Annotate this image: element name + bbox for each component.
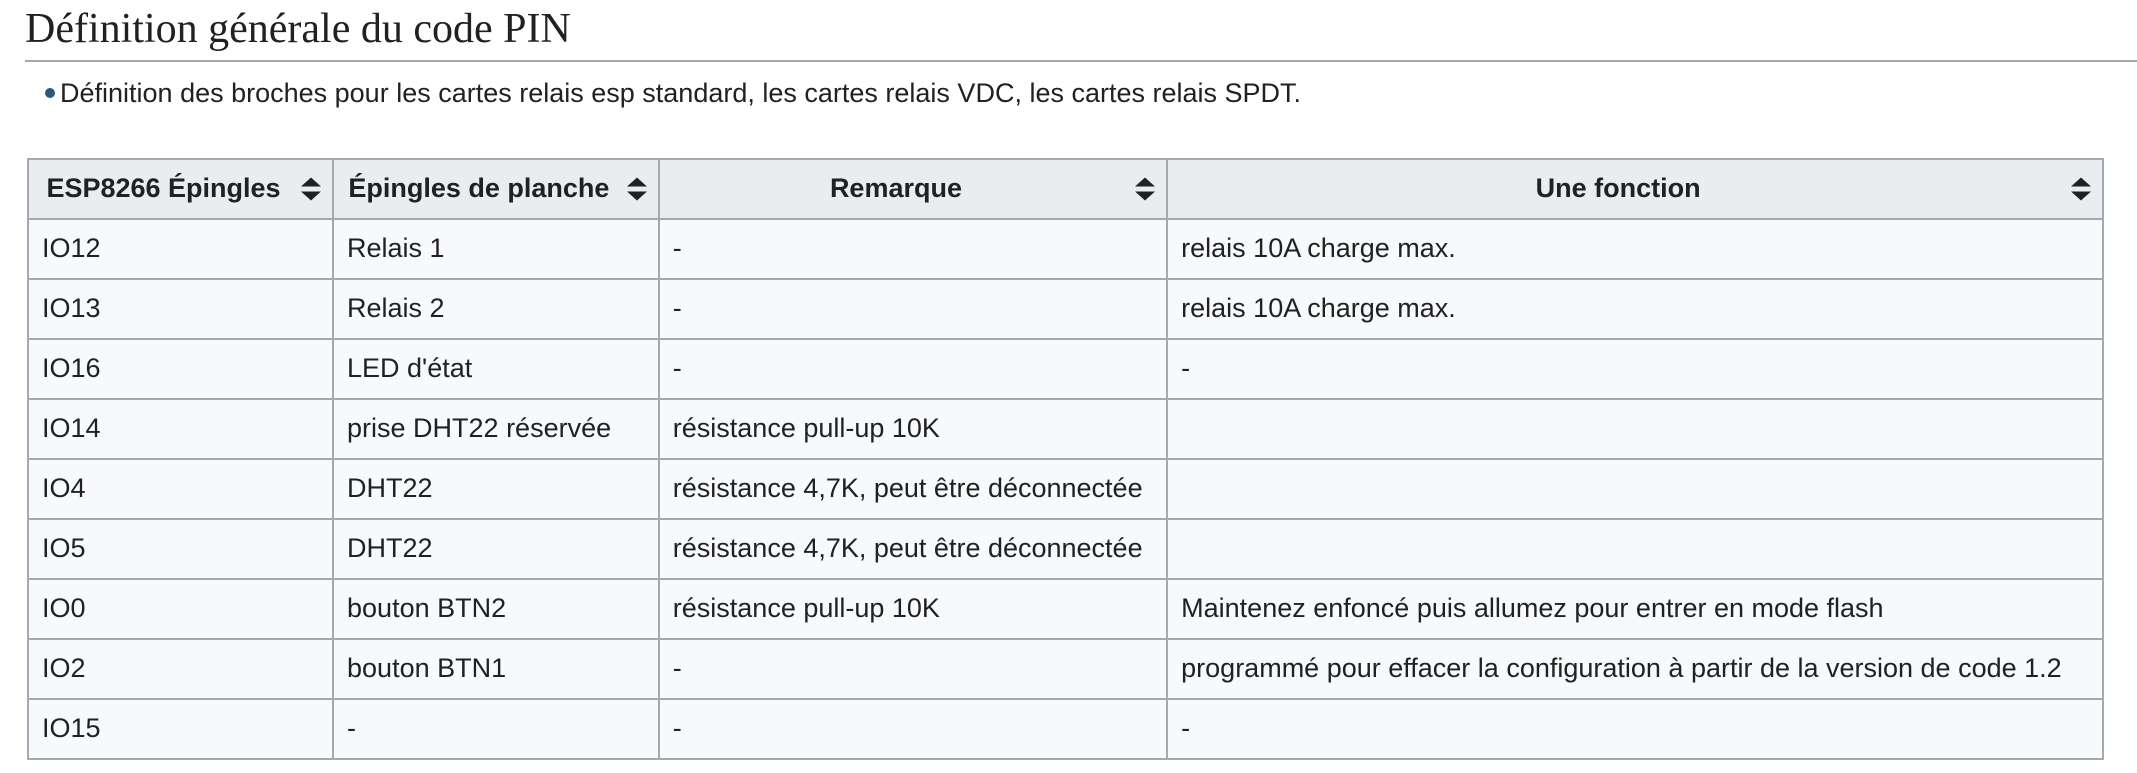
table-cell: - <box>659 699 1167 759</box>
table-cell: - <box>659 339 1167 399</box>
sort-up-icon <box>301 177 321 186</box>
page-title: Définition générale du code PIN <box>25 6 2137 62</box>
sort-up-icon <box>2071 177 2091 186</box>
table-cell: IO16 <box>28 339 333 399</box>
intro-bullet-item <box>25 75 2137 111</box>
table-cell <box>1167 519 2103 579</box>
column-header-label: Une fonction <box>1535 173 1701 204</box>
sort-down-icon <box>1135 191 1155 200</box>
table-cell: IO5 <box>28 519 333 579</box>
table-cell <box>1167 459 2103 519</box>
sort-down-icon <box>2071 191 2091 200</box>
table-cell: IO13 <box>28 279 333 339</box>
table-cell: résistance 4,7K, peut être déconnectée <box>659 519 1167 579</box>
column-header-esp8266-pins[interactable] <box>28 159 333 219</box>
table-cell: relais 10A charge max. <box>1167 219 2103 279</box>
intro-list <box>25 75 2137 111</box>
table-cell <box>1167 399 2103 459</box>
table-cell: IO15 <box>28 699 333 759</box>
table-cell: IO4 <box>28 459 333 519</box>
column-header-label: ESP8266 Épingles <box>46 173 281 204</box>
table-cell: résistance 4,7K, peut être déconnectée <box>659 459 1167 519</box>
table-cell: IO0 <box>28 579 333 639</box>
table-cell: bouton BTN1 <box>333 639 659 699</box>
sort-arrows-icon[interactable] <box>1135 177 1155 200</box>
sort-arrows-icon[interactable] <box>301 177 321 200</box>
pin-table <box>27 158 2104 760</box>
table-cell: - <box>1167 699 2103 759</box>
table-cell: Relais 2 <box>333 279 659 339</box>
header-row <box>28 159 2103 219</box>
table-cell: - <box>659 639 1167 699</box>
sort-down-icon <box>627 191 647 200</box>
column-header-label: Remarque <box>829 173 962 204</box>
table-row <box>28 279 2103 339</box>
column-header-label: Épingles de planche <box>348 173 610 204</box>
table-cell: - <box>1167 339 2103 399</box>
table-cell: DHT22 <box>333 459 659 519</box>
table-row <box>28 219 2103 279</box>
table-cell: prise DHT22 réservée <box>333 399 659 459</box>
table-row <box>28 519 2103 579</box>
table-cell: IO12 <box>28 219 333 279</box>
column-header-board-pins[interactable] <box>333 159 659 219</box>
table-cell: Maintenez enfoncé puis allumez pour entrer en mode flash <box>1167 579 2103 639</box>
column-header-function[interactable] <box>1167 159 2103 219</box>
table-row <box>28 579 2103 639</box>
table-row <box>28 459 2103 519</box>
table-cell: LED d'état <box>333 339 659 399</box>
sort-up-icon <box>627 177 647 186</box>
table-row <box>28 639 2103 699</box>
column-header-remark[interactable] <box>659 159 1167 219</box>
intro-text: Définition des broches pour les cartes relais esp standard, les cartes relais VDC, les cartes relais SPDT. <box>60 78 1302 109</box>
table-cell: bouton BTN2 <box>333 579 659 639</box>
table-row <box>28 339 2103 399</box>
table-cell: IO2 <box>28 639 333 699</box>
table-cell: résistance pull-up 10K <box>659 399 1167 459</box>
bullet-icon <box>45 88 55 98</box>
table-cell: - <box>659 219 1167 279</box>
table-cell: relais 10A charge max. <box>1167 279 2103 339</box>
table-cell: résistance pull-up 10K <box>659 579 1167 639</box>
table-body <box>28 219 2103 759</box>
sort-arrows-icon[interactable] <box>627 177 647 200</box>
table-cell: programmé pour effacer la configuration à partir de la version de code 1.2 <box>1167 639 2103 699</box>
sort-arrows-icon[interactable] <box>2071 177 2091 200</box>
table-row <box>28 699 2103 759</box>
table-cell: - <box>333 699 659 759</box>
sort-down-icon <box>301 191 321 200</box>
table-cell: - <box>659 279 1167 339</box>
table-cell: Relais 1 <box>333 219 659 279</box>
table-cell: IO14 <box>28 399 333 459</box>
table-row <box>28 399 2103 459</box>
table-cell: DHT22 <box>333 519 659 579</box>
sort-up-icon <box>1135 177 1155 186</box>
